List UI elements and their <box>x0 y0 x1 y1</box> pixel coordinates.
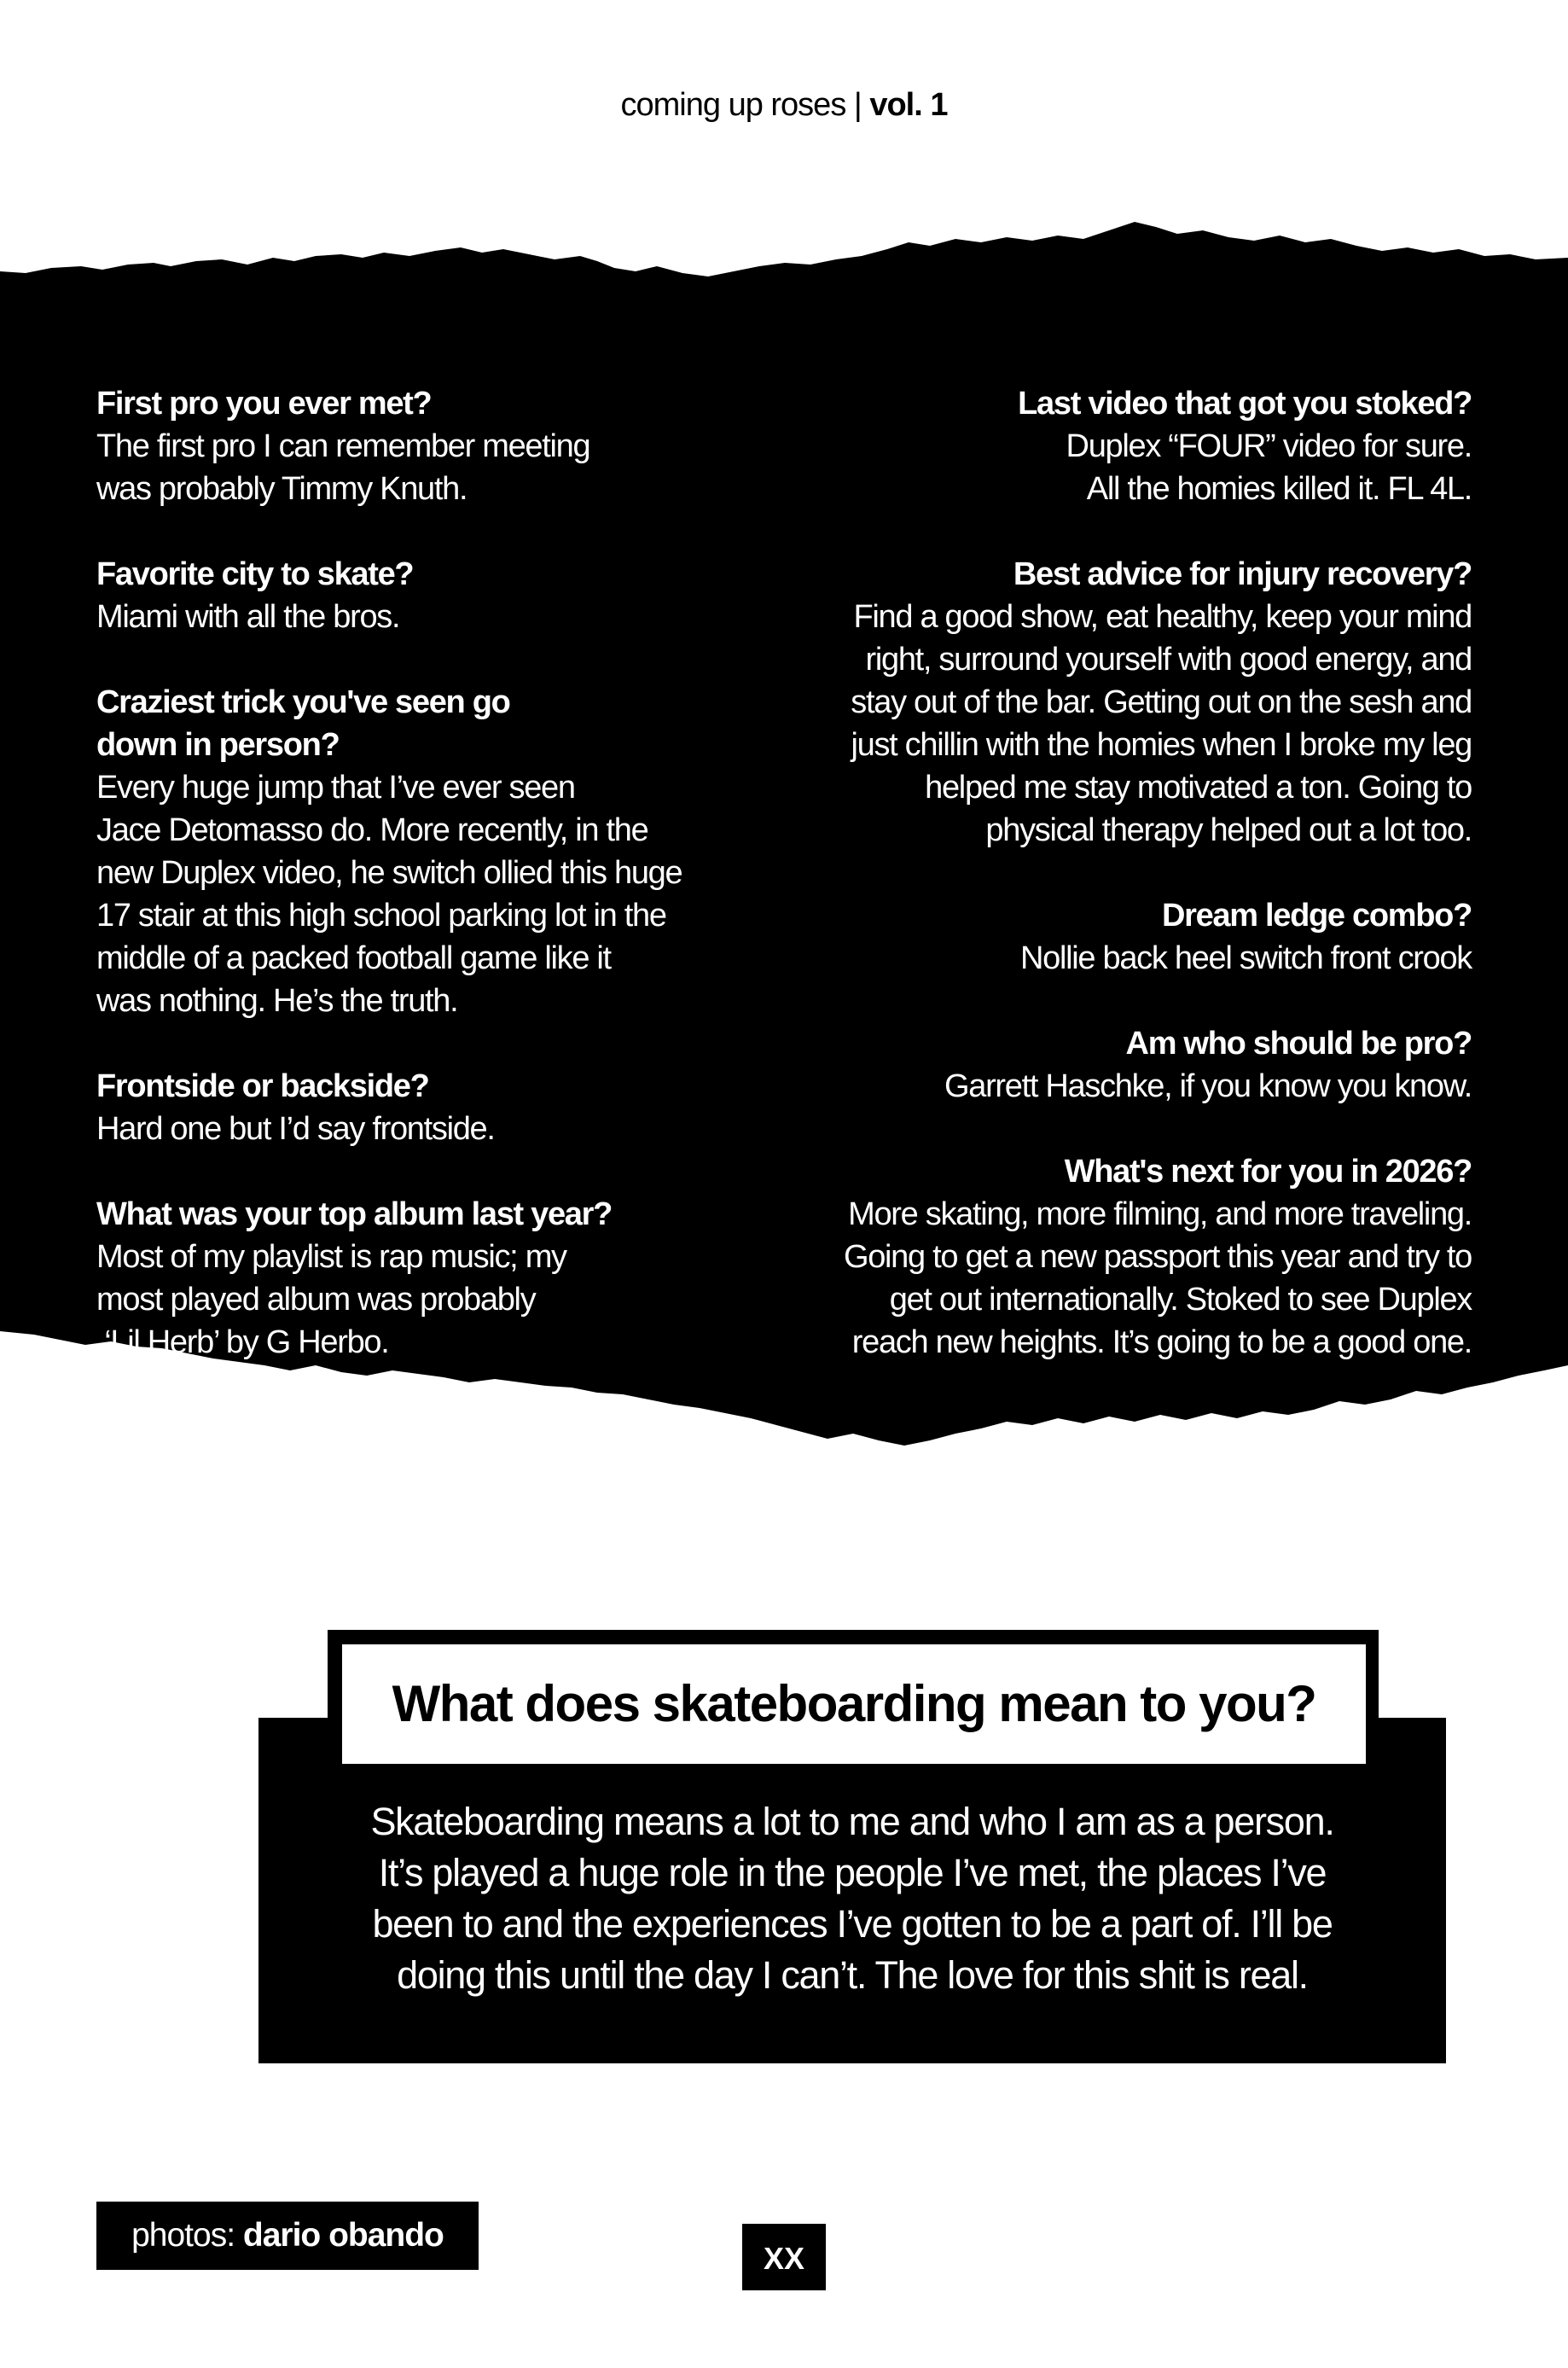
feature-line: It’s played a huge role in the people I’ve met, the places I’ve <box>378 1851 1327 1894</box>
question: Frontside or backside? <box>96 1068 429 1104</box>
question-line: Craziest trick you've seen go <box>96 684 510 720</box>
question: What was your top album last year? <box>96 1196 613 1232</box>
answer-line: 17 stair at this high school parking lot in the <box>96 898 666 934</box>
answer-line: Garrett Haschke, if you know you know. <box>944 1068 1472 1104</box>
question <box>96 681 779 766</box>
answer-line: More skating, more filming, and more traveling. <box>848 1196 1472 1232</box>
zine-title: coming up roses | <box>620 87 870 123</box>
answer-line: right, surround yourself with good energy, and <box>865 642 1472 678</box>
page-number: XX <box>742 2224 826 2290</box>
answer-line: Duplex “FOUR” video for sure. <box>1066 428 1472 464</box>
question: Best advice for injury recovery? <box>1013 556 1472 592</box>
answer-line: middle of a packed football game like it <box>96 940 611 976</box>
answer <box>768 596 1472 852</box>
question: What's next for you in 2026? <box>1064 1154 1472 1190</box>
answer <box>768 425 1472 510</box>
feature-line: been to and the experiences I’ve gotten to be a part of. I’ll be <box>372 1902 1333 1946</box>
zine-volume: vol. 1 <box>869 87 948 123</box>
credit-label: photos: <box>131 2217 243 2254</box>
answer-line: get out internationally. Stoked to see Duplex <box>889 1282 1472 1318</box>
page-header <box>0 87 1568 124</box>
answer-line: ‘Lil Herb’ by G Herbo. <box>96 1324 389 1360</box>
qa-last-video <box>768 382 1472 510</box>
answer-line: helped me stay motivated a ton. Going to <box>925 770 1472 806</box>
answer-line: Most of my playlist is rap music; my <box>96 1239 566 1275</box>
answer <box>96 1236 779 1364</box>
qa-craziest-trick <box>96 681 779 1022</box>
qa-top-album <box>96 1193 779 1364</box>
answer-line: Going to get a new passport this year and try to <box>843 1239 1472 1275</box>
answer-line: most played album was probably <box>96 1282 536 1318</box>
question: Favorite city to skate? <box>96 556 414 592</box>
qa-am-pro <box>768 1022 1472 1108</box>
answer-line: Hard one but I’d say frontside. <box>96 1111 495 1147</box>
qa-favorite-city <box>96 553 779 638</box>
feature-title: What does skateboarding mean to you? <box>342 1644 1366 1764</box>
left-column <box>96 382 779 1406</box>
answer <box>768 937 1472 980</box>
answer-line: Miami with all the bros. <box>96 599 400 635</box>
answer-line: physical therapy helped out a lot too. <box>985 812 1472 848</box>
question: First pro you ever met? <box>96 386 432 422</box>
answer <box>96 425 779 510</box>
credit-name: dario obando <box>242 2217 444 2254</box>
right-column <box>768 382 1472 1406</box>
question: Dream ledge combo? <box>1161 898 1472 934</box>
feature-body <box>258 1796 1446 2001</box>
answer-line: was nothing. He’s the truth. <box>96 983 458 1019</box>
question: Am who should be pro? <box>1125 1026 1472 1062</box>
answer-line: new Duplex video, he switch ollied this huge <box>96 855 682 891</box>
answer-line: just chillin with the homies when I broke my leg <box>851 727 1472 763</box>
answer-line: Find a good show, eat healthy, keep your mind <box>853 599 1472 635</box>
qa-dream-ledge <box>768 894 1472 980</box>
answer-line: stay out of the bar. Getting out on the sesh and <box>851 684 1472 720</box>
qa-injury-recovery <box>768 553 1472 852</box>
answer-line: Jace Detomasso do. More recently, in the <box>96 812 648 848</box>
answer <box>96 596 779 638</box>
answer <box>768 1065 1472 1108</box>
answer <box>768 1193 1472 1364</box>
answer-line: Every huge jump that I’ve ever seen <box>96 770 575 806</box>
answer-line: was probably Timmy Knuth. <box>96 471 467 507</box>
question-line: down in person? <box>96 727 340 763</box>
answer-line: The first pro I can remember meeting <box>96 428 590 464</box>
photo-credit <box>96 2202 479 2270</box>
feature-line: doing this until the day I can’t. The love for this shit is real. <box>397 1953 1308 1997</box>
question: Last video that got you stoked? <box>1018 386 1472 422</box>
qa-frontside-backside <box>96 1065 779 1150</box>
answer <box>96 1108 779 1150</box>
answer-line: reach new heights. It’s going to be a good one. <box>851 1324 1472 1360</box>
qa-whats-next <box>768 1150 1472 1364</box>
feature-line: Skateboarding means a lot to me and who I am as a person. <box>370 1800 1334 1843</box>
qa-first-pro <box>96 382 779 510</box>
answer-line: All the homies killed it. FL 4L. <box>1086 471 1472 507</box>
answer-line: Nollie back heel switch front crook <box>1020 940 1472 976</box>
answer <box>96 766 779 1022</box>
